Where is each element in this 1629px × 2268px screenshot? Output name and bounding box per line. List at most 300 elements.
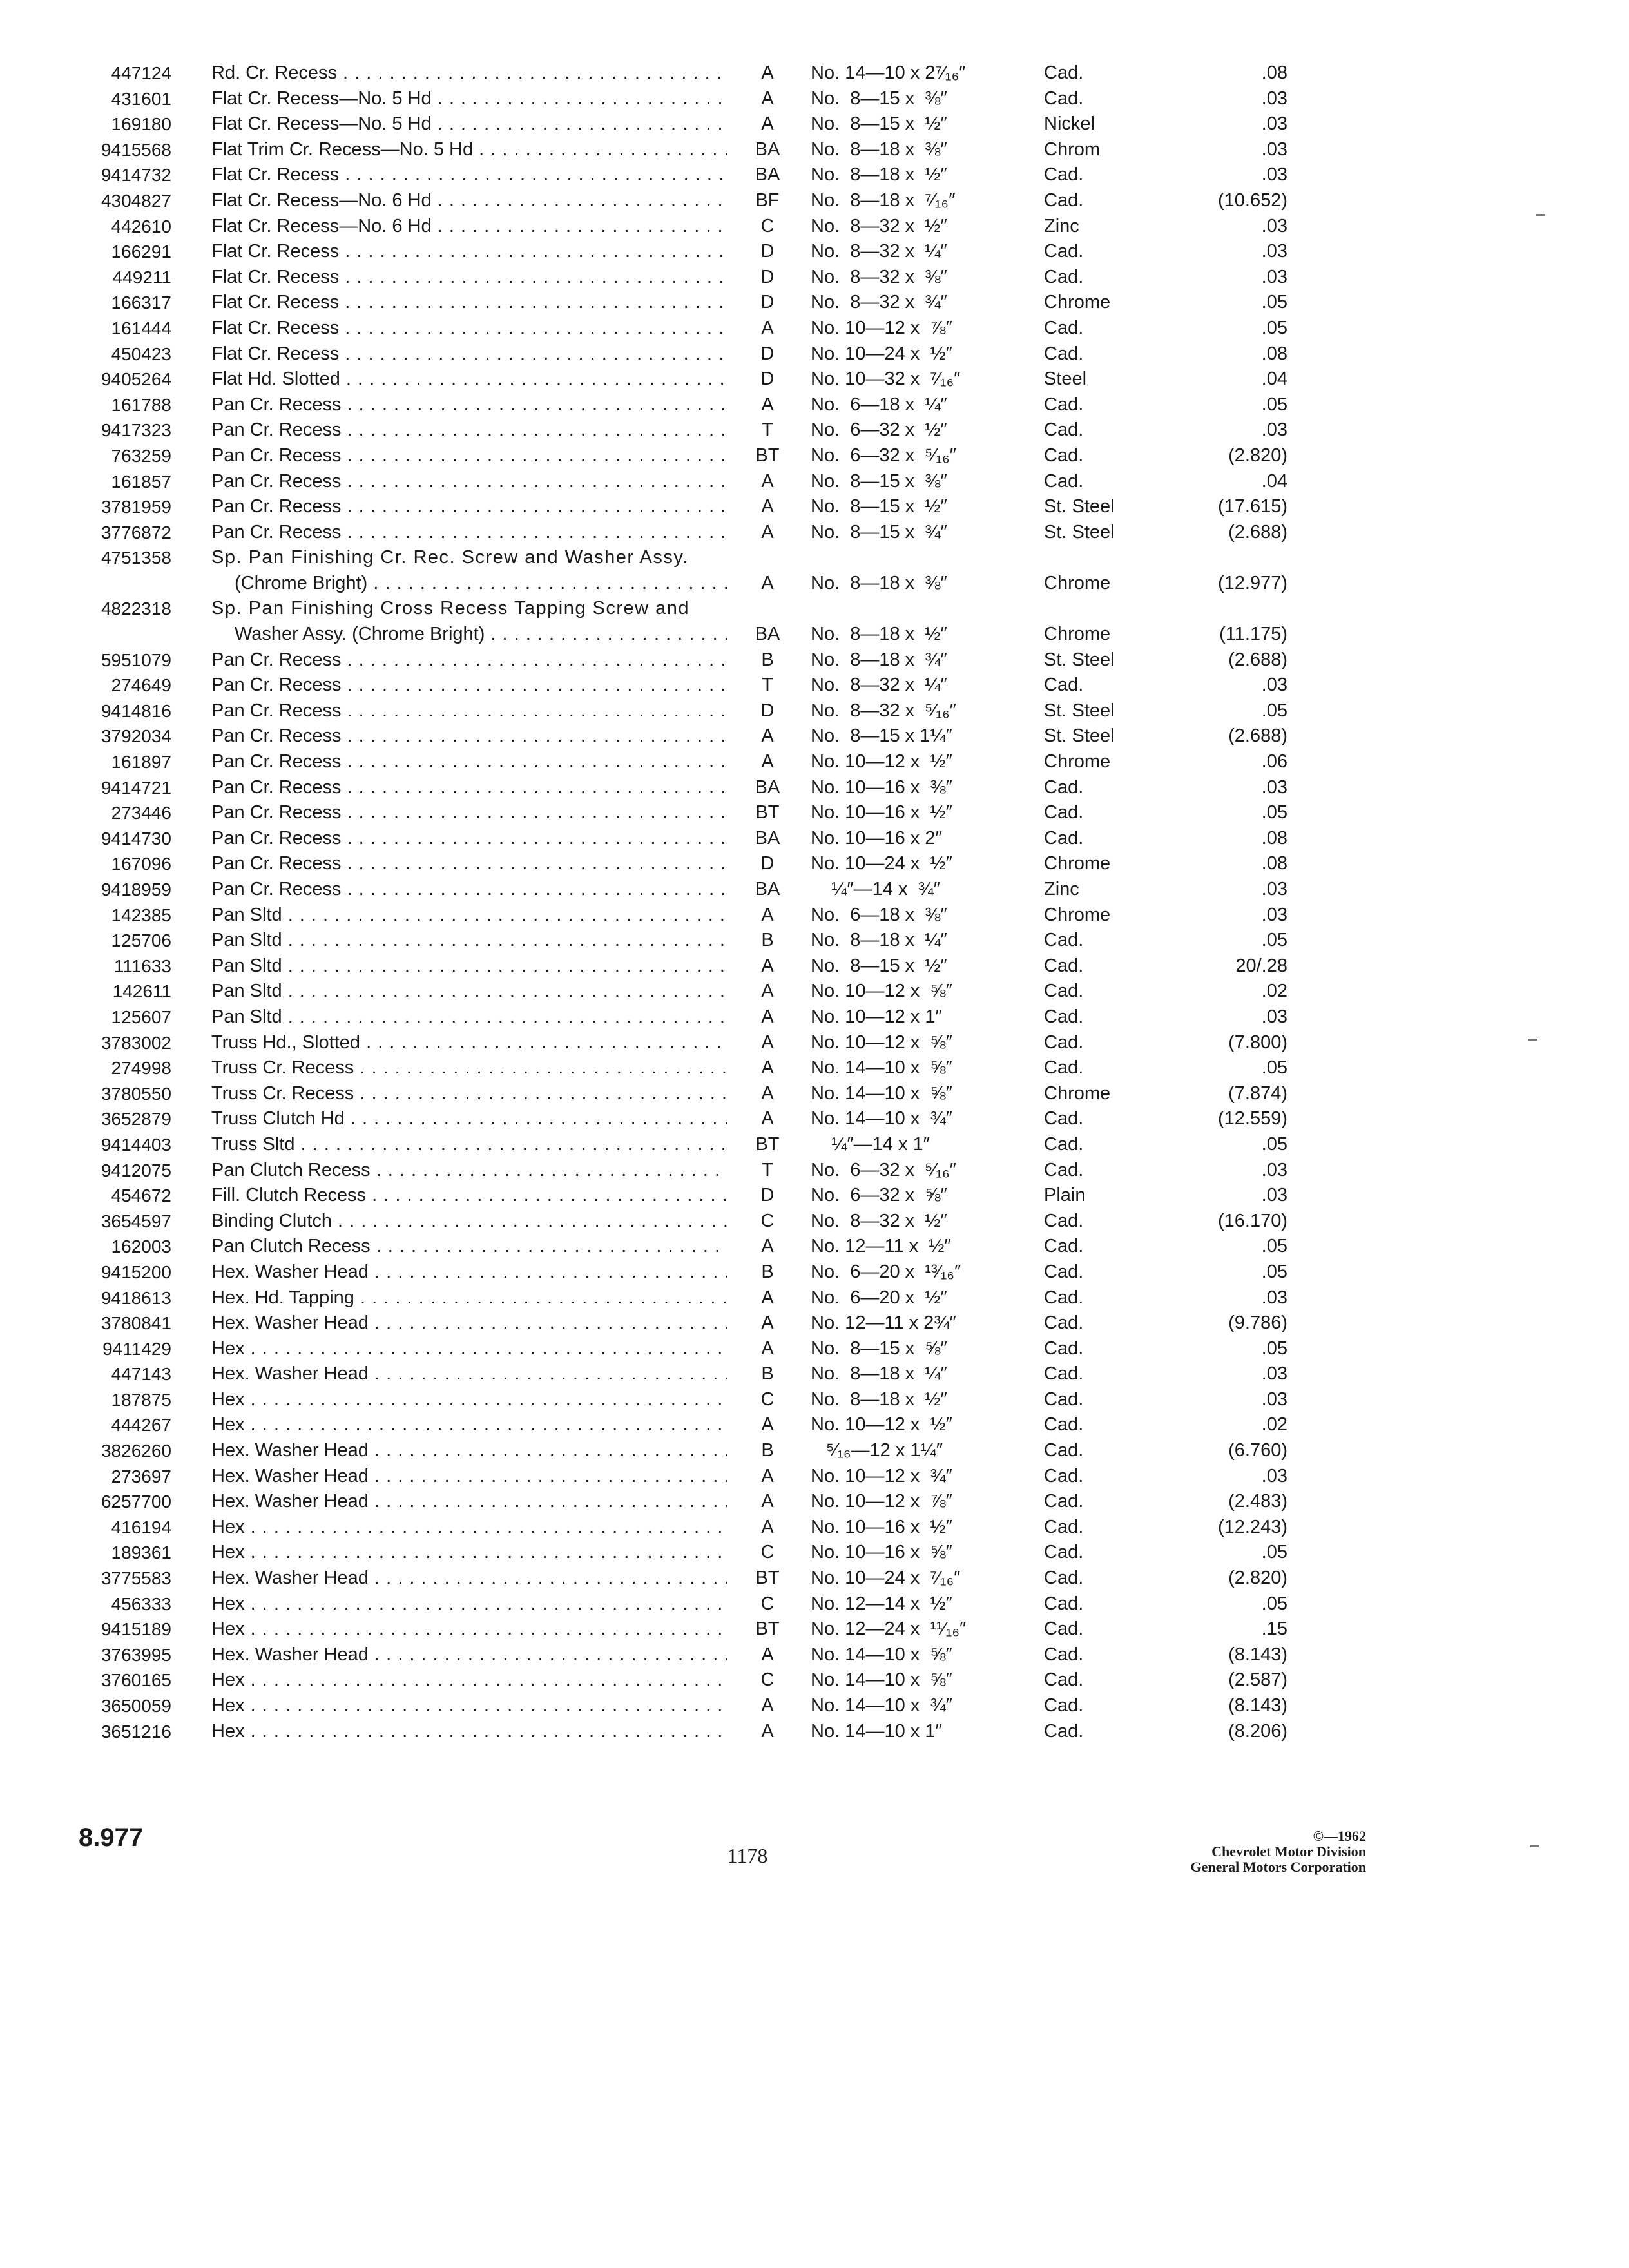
part-number: 166291 [111, 242, 171, 262]
amount: (11.175) [1219, 624, 1287, 645]
table-row [0, 1438, 1629, 1464]
amount: .03 [1261, 419, 1287, 441]
type-code: A [761, 317, 774, 338]
type-code: B [761, 1363, 774, 1385]
finish: Cad. [1044, 1491, 1084, 1512]
description-text: Hex . . . [211, 1667, 727, 1693]
table-row [0, 1336, 1629, 1362]
table-row [0, 469, 1629, 495]
type-code: A [761, 1338, 774, 1359]
description [211, 86, 727, 112]
screw-size: No. 8—32 x ½″ [811, 215, 947, 236]
description [211, 800, 727, 826]
description-text: Hex. Washer Head . . . [211, 1489, 727, 1515]
type-code: C [760, 215, 775, 236]
table-row [0, 1540, 1629, 1566]
part-number: 161444 [111, 318, 171, 338]
table-row [0, 1260, 1629, 1285]
type-code: B [761, 1261, 774, 1282]
description [211, 851, 727, 877]
finish: St. Steel [1044, 700, 1115, 721]
table-row [0, 162, 1629, 188]
type-code: A [761, 1465, 774, 1486]
screw-size: No. 10—16 x ½″ [811, 802, 952, 823]
amount: .03 [1261, 139, 1287, 160]
description-text-continued: (Chrome Bright) . . . [211, 571, 727, 597]
finish: Cad. [1044, 1312, 1084, 1334]
table-row [0, 698, 1629, 724]
finish: Cad. [1044, 470, 1084, 492]
type-code: A [761, 1057, 774, 1079]
description-text: Hex. Washer Head . . . [211, 1361, 727, 1387]
finish: Cad. [1044, 1108, 1084, 1129]
description [211, 1387, 727, 1413]
description-text: Flat Cr. Recess . . . [211, 265, 727, 291]
description [211, 1106, 727, 1132]
part-number: 5951079 [101, 649, 171, 670]
amount: (7.874) [1228, 1082, 1287, 1104]
type-code: BA [755, 827, 780, 849]
part-number: 4751358 [101, 548, 171, 568]
screw-size: No. 10—12 x ⅝″ [811, 981, 952, 1002]
description-text: Flat Cr. Recess . . . [211, 290, 727, 316]
screw-size: No. 8—18 x ⁷⁄₁₆″ [811, 189, 956, 211]
table-row [0, 1311, 1629, 1336]
table-row [0, 724, 1629, 749]
page-number: 1178 [727, 1844, 768, 1867]
amount: .08 [1261, 853, 1287, 874]
screw-size: No. 14—10 x ⅝″ [811, 1644, 952, 1665]
finish: Zinc [1044, 879, 1079, 899]
finish: Cad. [1044, 1338, 1084, 1359]
screw-size: No. 12—24 x ¹¹⁄₁₆″ [811, 1619, 967, 1640]
description-text: Hex . . . [211, 1617, 727, 1642]
description [211, 775, 727, 801]
description-text: Rd. Cr. Recess . . . [211, 61, 727, 86]
table-row [0, 775, 1629, 801]
part-number: 9418613 [101, 1287, 171, 1308]
amount: .05 [1261, 1057, 1287, 1079]
description-text: Pan Cr. Recess . . . [211, 775, 727, 801]
description-text: Pan Sltd . . . [211, 928, 727, 954]
amount: (17.615) [1217, 496, 1287, 517]
description [211, 1030, 727, 1056]
part-number: 4304827 [101, 190, 171, 211]
table-row [0, 1183, 1629, 1209]
type-code: B [761, 930, 774, 951]
table-row [0, 1566, 1629, 1591]
screw-size: No. 10—16 x ⅜″ [811, 776, 952, 798]
finish: Cad. [1044, 1389, 1084, 1410]
screw-size: No. 8—15 x ½″ [811, 113, 947, 135]
table-row [0, 239, 1629, 265]
type-code: A [761, 1516, 774, 1537]
screw-size: No. 8—32 x ¼″ [811, 675, 947, 696]
finish: St. Steel [1044, 649, 1115, 670]
description-text: Flat Cr. Recess—No. 5 Hd . . . [211, 86, 727, 112]
description-text: Hex. Washer Head . . . [211, 1566, 727, 1591]
description-text: Truss Cr. Recess . . . [211, 1055, 727, 1081]
description [211, 367, 727, 392]
finish: Chrome [1044, 904, 1111, 925]
amount: (10.652) [1217, 189, 1287, 211]
part-number: 447143 [111, 1364, 171, 1385]
description [211, 1234, 727, 1260]
amount: (2.820) [1228, 445, 1287, 466]
description-text: Hex. Washer Head . . . [211, 1642, 727, 1668]
finish: Chrome [1044, 292, 1111, 313]
type-code: C [760, 1210, 775, 1231]
description-text: Pan Cr. Recess . . . [211, 877, 727, 903]
finish: Cad. [1044, 675, 1084, 696]
table-row [0, 1719, 1629, 1745]
part-number: 274649 [111, 675, 171, 696]
description [211, 1260, 727, 1285]
part-number: 125607 [111, 1006, 171, 1027]
part-number: 9415189 [101, 1619, 171, 1640]
table-row [0, 749, 1629, 775]
part-number: 3763995 [101, 1644, 171, 1665]
screw-size: No. 8—32 x ⁵⁄₁₆″ [811, 700, 956, 721]
type-code: B [761, 1440, 774, 1461]
amount: (7.800) [1228, 1032, 1287, 1053]
description-text: Hex . . . [211, 1515, 727, 1541]
description-text: Pan Clutch Recess . . . [211, 1158, 727, 1184]
screw-size: No. 10—16 x 2″ [811, 827, 942, 849]
description [211, 239, 727, 265]
table-row [0, 61, 1629, 86]
finish: Cad. [1044, 776, 1084, 798]
amount: 20/.28 [1235, 955, 1287, 976]
description-text: Pan Sltd . . . [211, 903, 727, 928]
finish: Cad. [1044, 1261, 1084, 1282]
part-number: 111633 [113, 956, 171, 976]
finish: Cad. [1044, 1159, 1084, 1180]
screw-size: No. 10—12 x 1″ [811, 1006, 942, 1027]
type-code: D [760, 853, 775, 874]
type-code: A [761, 1491, 774, 1512]
type-code: C [760, 1669, 775, 1691]
amount: .05 [1261, 1261, 1287, 1282]
description [211, 1081, 727, 1107]
description-text: Flat Hd. Slotted . . . [211, 367, 727, 392]
amount: .03 [1261, 1287, 1287, 1308]
finish: Cad. [1044, 1516, 1084, 1537]
description [211, 979, 727, 1004]
finish: Nickel [1044, 113, 1095, 135]
description [211, 290, 727, 316]
description [211, 469, 727, 495]
amount: .05 [1261, 1542, 1287, 1563]
part-number: 431601 [111, 88, 171, 109]
finish: Cad. [1044, 62, 1084, 83]
type-code: A [761, 1312, 774, 1334]
part-number: 454672 [111, 1186, 171, 1206]
type-code: A [761, 88, 774, 109]
description [211, 673, 727, 698]
amount: (2.820) [1228, 1568, 1287, 1589]
part-number: 9405264 [101, 369, 171, 390]
type-code: A [761, 981, 774, 1002]
description [211, 1591, 727, 1617]
description [211, 1158, 727, 1184]
type-code: A [761, 62, 774, 83]
description-text: Pan Cr. Recess . . . [211, 749, 727, 775]
part-number: 9414730 [101, 828, 171, 849]
description-text: Flat Trim Cr. Recess—No. 5 Hd . . . [211, 137, 727, 163]
amount: .05 [1261, 802, 1287, 823]
type-code: C [760, 1389, 775, 1410]
table-row [0, 1387, 1629, 1413]
type-code: A [761, 1720, 774, 1742]
part-number: 4822318 [101, 599, 171, 619]
description-text: Truss Hd., Slotted . . . [211, 1030, 727, 1056]
screw-size: No. 10—12 x ½″ [811, 1414, 952, 1436]
finish: Cad. [1044, 1465, 1084, 1486]
finish: Cad. [1044, 394, 1084, 415]
amount: .03 [1261, 1363, 1287, 1385]
screw-size: No. 14—10 x ⅝″ [811, 1669, 952, 1691]
screw-size: No. 6—32 x ½″ [811, 419, 947, 441]
table-row [0, 1412, 1629, 1438]
table-row [0, 392, 1629, 418]
amount: .06 [1261, 751, 1287, 773]
type-code: B [761, 649, 774, 670]
description-text: Binding Clutch . . . [211, 1209, 727, 1235]
description-text: Flat Cr. Recess—No. 5 Hd . . . [211, 111, 727, 137]
type-code: A [761, 1644, 774, 1665]
part-number: 161788 [111, 394, 171, 415]
screw-size: No. 10—16 x ½″ [811, 1516, 952, 1537]
table-row [0, 1158, 1629, 1184]
table-row [0, 443, 1629, 469]
description [211, 1617, 727, 1642]
finish: Cad. [1044, 1210, 1084, 1231]
description [211, 1336, 727, 1362]
finish: Cad. [1044, 1006, 1084, 1027]
description [211, 698, 727, 724]
screw-size: No. 8—18 x ¼″ [811, 930, 947, 951]
finish: Cad. [1044, 1619, 1084, 1640]
finish: Cad. [1044, 1669, 1084, 1691]
description-text-continued: Washer Assy. (Chrome Bright) . . . [211, 622, 727, 648]
type-code: BA [755, 879, 780, 899]
part-number: 9418959 [101, 879, 171, 899]
table-row [0, 1489, 1629, 1515]
type-code: C [760, 1593, 775, 1614]
table-row [0, 137, 1629, 163]
part-number: 169180 [111, 114, 171, 135]
screw-size: No. 10—12 x ½″ [811, 751, 952, 773]
finish: Plain [1044, 1185, 1086, 1206]
description [211, 1209, 727, 1235]
table-row [0, 1642, 1629, 1668]
description-text: Hex. Washer Head . . . [211, 1311, 727, 1336]
table-row [0, 265, 1629, 291]
finish: Cad. [1044, 1057, 1084, 1079]
description [211, 1183, 727, 1209]
table-row [0, 1030, 1629, 1056]
amount: .05 [1261, 930, 1287, 951]
type-code: A [761, 394, 774, 415]
finish: Steel [1044, 369, 1087, 390]
finish: Cad. [1044, 1287, 1084, 1308]
part-number: 161897 [111, 752, 171, 773]
description-text: Truss Clutch Hd . . . [211, 1106, 727, 1132]
screw-size: No. 8—15 x ½″ [811, 496, 947, 517]
table-row [0, 367, 1629, 392]
description [211, 265, 727, 291]
finish: Cad. [1044, 189, 1084, 211]
table-row [0, 1004, 1629, 1030]
table-row [0, 86, 1629, 112]
table-row [0, 826, 1629, 852]
table-row [0, 111, 1629, 137]
description-text: Hex . . . [211, 1412, 727, 1438]
description-text: Hex. Hd. Tapping . . . [211, 1285, 727, 1311]
description-text: Flat Cr. Recess . . . [211, 316, 727, 341]
part-number: 9415200 [101, 1262, 171, 1282]
type-code: A [761, 1032, 774, 1053]
finish: Cad. [1044, 1593, 1084, 1614]
screw-size: No. 6—32 x ⁵⁄₁₆″ [811, 445, 956, 466]
amount: .03 [1261, 675, 1287, 696]
table-row [0, 800, 1629, 826]
part-number: 161857 [111, 471, 171, 492]
description-text: Pan Sltd . . . [211, 954, 727, 979]
type-code: D [760, 292, 775, 313]
type-code: BT [755, 802, 780, 823]
screw-size: No. 6—32 x ⅝″ [811, 1185, 947, 1206]
type-code: A [761, 496, 774, 517]
description [211, 494, 727, 520]
table-row [0, 1106, 1629, 1132]
finish: Cad. [1044, 1440, 1084, 1461]
finish: St. Steel [1044, 726, 1115, 747]
description-text: Pan Cr. Recess . . . [211, 392, 727, 418]
description [211, 1311, 727, 1336]
table-row [0, 1667, 1629, 1693]
type-code: BT [755, 445, 780, 466]
part-number: 3783002 [101, 1032, 171, 1053]
amount: (16.170) [1217, 1210, 1287, 1231]
table-row [0, 214, 1629, 240]
finish: Cad. [1044, 317, 1084, 338]
amount: .02 [1261, 981, 1287, 1002]
description [211, 877, 727, 903]
amount: (2.587) [1228, 1669, 1287, 1691]
description-text: Pan Sltd . . . [211, 979, 727, 1004]
finish: Cad. [1044, 1542, 1084, 1563]
part-number: 9411429 [102, 1338, 171, 1359]
part-number: 273446 [111, 803, 171, 823]
part-number: 166317 [111, 293, 171, 313]
table-row [0, 1234, 1629, 1260]
amount: (2.483) [1228, 1491, 1287, 1512]
description [211, 928, 727, 954]
amount: (2.688) [1228, 649, 1287, 670]
table-row [0, 1209, 1629, 1235]
finish: Cad. [1044, 1236, 1084, 1257]
table-row [0, 648, 1629, 673]
description-text: Pan Cr. Recess . . . [211, 494, 727, 520]
amount: .05 [1261, 292, 1287, 313]
description-text: Pan Cr. Recess . . . [211, 648, 727, 673]
description-text: Pan Cr. Recess . . . [211, 724, 727, 749]
description [211, 520, 727, 546]
screw-size: No. 8—15 x ⅝″ [811, 1338, 947, 1359]
description [211, 1540, 727, 1566]
description-text: Flat Cr. Recess . . . [211, 239, 727, 265]
screw-size: No. 8—15 x ½″ [811, 955, 947, 976]
amount: .04 [1261, 369, 1287, 390]
part-number: 9414403 [101, 1134, 171, 1155]
part-number: 3792034 [101, 726, 171, 747]
finish: Cad. [1044, 1133, 1084, 1155]
finish: St. Steel [1044, 496, 1115, 517]
description-text: Hex. Washer Head . . . [211, 1438, 727, 1464]
finish: Chrome [1044, 624, 1111, 645]
screw-size: No. 8—15 x 1¼″ [811, 726, 952, 747]
type-code: A [761, 470, 774, 492]
screw-size: No. 8—32 x ¼″ [811, 241, 947, 262]
finish: Chrome [1044, 853, 1111, 874]
description [211, 1566, 727, 1591]
screw-size: No. 10—24 x ⁷⁄₁₆″ [811, 1568, 961, 1589]
finish: Cad. [1044, 1032, 1084, 1053]
table-row [0, 494, 1629, 520]
type-code: BF [755, 189, 780, 211]
description [211, 1285, 727, 1311]
screw-size: No. 14—10 x ¾″ [811, 1108, 952, 1129]
type-code: C [760, 1542, 775, 1563]
amount: (12.559) [1217, 1108, 1287, 1129]
amount: .03 [1261, 1465, 1287, 1486]
description [211, 443, 727, 469]
parts-list [0, 61, 1629, 1744]
description [211, 724, 727, 749]
table-row [0, 903, 1629, 928]
description [211, 418, 727, 443]
amount: .03 [1261, 1006, 1287, 1027]
screw-size: No. 12—11 x ½″ [811, 1236, 951, 1257]
screw-size: ¼″—14 x ¾″ [811, 879, 941, 899]
amount: .08 [1261, 343, 1287, 364]
description [211, 1412, 727, 1438]
copyright: ©—1962 [1313, 1828, 1366, 1844]
finish: Cad. [1044, 1568, 1084, 1589]
type-code: BT [755, 1133, 780, 1155]
finish: Cad. [1044, 1363, 1084, 1385]
finish: Chrome [1044, 1082, 1111, 1104]
type-code: A [761, 1414, 774, 1436]
description-text: Hex . . . [211, 1336, 727, 1362]
type-code: D [760, 700, 775, 721]
finish: Cad. [1044, 266, 1084, 287]
amount: .03 [1261, 904, 1287, 925]
amount: .03 [1261, 1389, 1287, 1410]
description [211, 1004, 727, 1030]
type-code: A [761, 521, 774, 543]
description-text: Sp. Pan Finishing Cr. Rec. Screw and Washer Assy. [211, 547, 689, 568]
description [211, 341, 727, 367]
part-number: 273697 [111, 1466, 171, 1486]
description-text: Hex. Washer Head . . . [211, 1260, 727, 1285]
description [211, 749, 727, 775]
type-code: T [762, 419, 773, 441]
part-number: 9414721 [101, 777, 171, 798]
table-row [0, 1693, 1629, 1719]
